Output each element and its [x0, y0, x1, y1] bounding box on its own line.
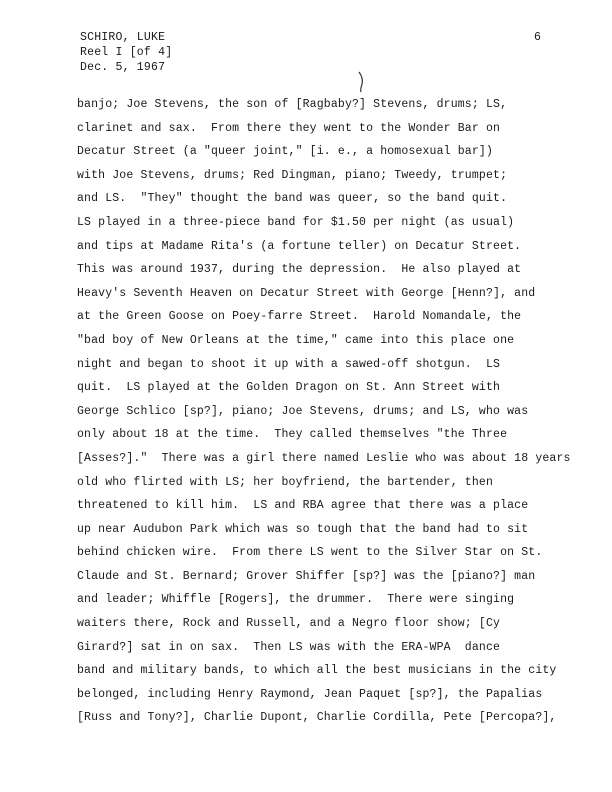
transcript-line: night and began to shoot it up with a sawed-off shotgun. LS	[77, 357, 501, 371]
transcript-line: Heavy's Seventh Heaven on Decatur Street with George [Henn?], and	[77, 286, 536, 300]
transcript-line: band and military bands, to which all the best musicians in the city	[77, 664, 557, 678]
transcript-line: [Asses?]." There was a girl there named Leslie who was about 18 years	[77, 451, 571, 465]
transcript-body	[77, 93, 597, 730]
transcript-line: LS played in a three-piece band for $1.50 per night (as usual)	[77, 215, 515, 229]
page-number: 6	[534, 31, 541, 44]
transcript-line: banjo; Joe Stevens, the son of [Ragbaby?] Stevens, drums; LS,	[77, 98, 508, 111]
transcript-line: [Russ and Tony?], Charlie Dupont, Charlie Cordilla, Pete [Percopa?],	[77, 711, 557, 725]
transcript-line: behind chicken wire. From there LS went to the Silver Star on St.	[77, 546, 543, 560]
transcript-line: George Schlico [sp?], piano; Joe Stevens, drums; and LS, who was	[77, 404, 529, 418]
transcript-line: at the Green Goose on Poey-farre Street. Harold Nomandale, the	[77, 310, 522, 324]
transcript-line: old who flirted with LS; her boyfriend, the bartender, then	[77, 475, 494, 489]
transcript-line: with Joe Stevens, drums; Red Dingman, piano; Tweedy, trumpet;	[77, 168, 508, 182]
interviewee-name: SCHIRO, LUKE	[80, 31, 166, 44]
transcript-line: Claude and St. Bernard; Grover Shiffer [sp?] was the [piano?] man	[77, 569, 536, 583]
handwritten-pen-mark	[356, 70, 368, 94]
transcript-line: clarinet and sax. From there they went to the Wonder Bar on	[77, 121, 501, 135]
transcript-line: only about 18 at the time. They called themselves "the Three	[77, 428, 508, 442]
transcript-line: quit. LS played at the Golden Dragon on St. Ann Street with	[77, 381, 501, 395]
transcript-line: "bad boy of New Orleans at the time," came into this place one	[77, 333, 515, 347]
document-header	[80, 30, 172, 75]
reel-label: Reel I [of 4]	[80, 46, 173, 59]
transcript-line: and tips at Madame Rita's (a fortune teller) on Decatur Street.	[77, 239, 522, 253]
transcript-line: up near Audubon Park which was so tough that the band had to sit	[77, 522, 529, 536]
interview-date: Dec. 5, 1967	[80, 61, 166, 74]
transcript-line: This was around 1937, during the depression. He also played at	[77, 263, 522, 277]
transcript-line: belonged, including Henry Raymond, Jean Paquet [sp?], the Papalias	[77, 687, 543, 701]
transcript-line: waiters there, Rock and Russell, and a Negro floor show; [Cy	[77, 617, 501, 631]
transcript-line: threatened to kill him. LS and RBA agree that there was a place	[77, 499, 529, 513]
transcript-line: Girard?] sat in on sax. Then LS was with the ERA-WPA dance	[77, 640, 501, 654]
transcript-line: Decatur Street (a "queer joint," [i. e., a homosexual bar])	[77, 145, 494, 159]
transcript-line: and leader; Whiffle [Rogers], the drummer. There were singing	[77, 593, 515, 607]
transcript-line: and LS. "They" thought the band was queer, so the band quit.	[77, 192, 508, 206]
